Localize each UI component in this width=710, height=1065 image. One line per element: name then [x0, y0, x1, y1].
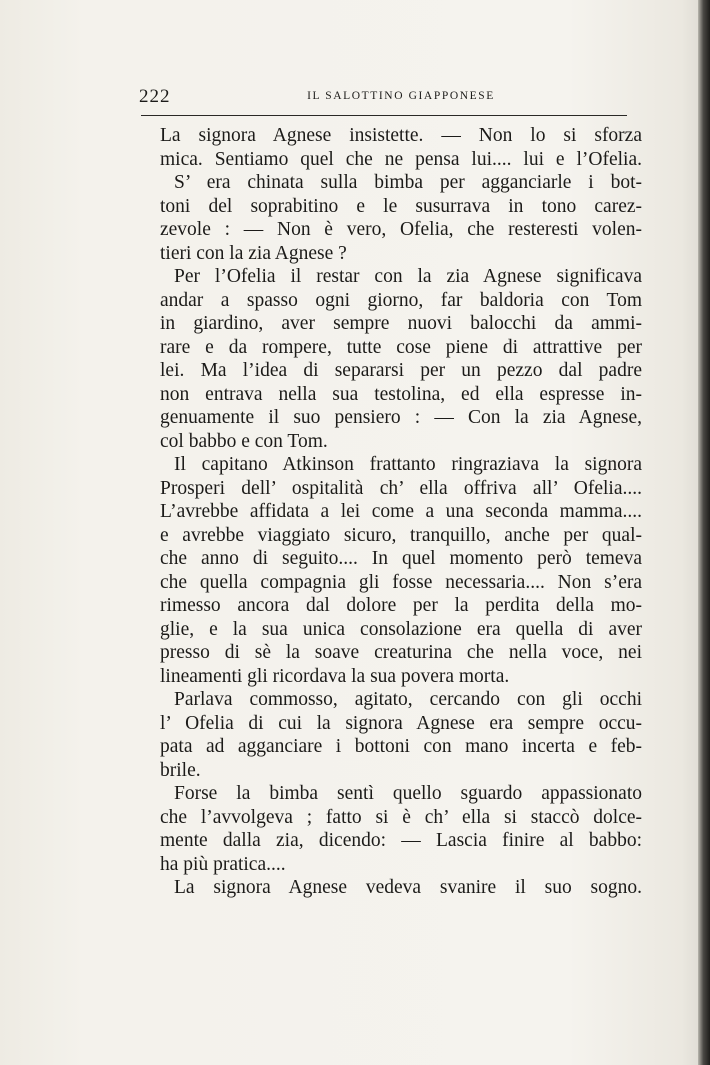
text-line: rare e da rompere, tutte cose piene di attrattive per: [160, 336, 642, 358]
running-title: IL SALOTTINO GIAPPONESE: [307, 90, 495, 102]
text-line: L’avrebbe affidata a lei come a una seconda mamma....: [160, 501, 642, 522]
text-line: che l’avvolgeva ; fatto si è ch’ ella si staccò dolce-: [160, 806, 642, 828]
text-line: toni del soprabitino e le susurrava in tono carez-: [160, 195, 642, 217]
running-header: [136, 86, 626, 108]
header-rule: [141, 115, 627, 116]
text-line: Parlava commosso, agitato, cercando con gli occhi: [174, 689, 642, 710]
text-line: genuamente il suo pensiero : — Con la zia Agnese,: [160, 407, 642, 428]
text-line: ha più pratica....: [160, 853, 286, 875]
text-line: rimesso ancora dal dolore per la perdita della mo-: [160, 595, 642, 616]
text-line: zevole : — Non è vero, Ofelia, che resteresti volen-: [160, 219, 642, 240]
book-spine-shadow: [698, 0, 710, 1065]
text-line: che anno di seguito.... In quel momento però temeva: [160, 548, 642, 569]
text-line: Per l’Ofelia il restar con la zia Agnese significava: [174, 266, 642, 287]
text-line: brile.: [160, 759, 201, 781]
text-line: lineamenti gli ricordava la sua povera morta.: [160, 665, 510, 687]
text-line: Forse la bimba sentì quello sguardo appassionato: [174, 783, 642, 804]
text-line: tieri con la zia Agnese ?: [160, 242, 347, 264]
text-line: andar a spasso ogni giorno, far baldoria con Tom: [160, 289, 642, 311]
text-line: e avrebbe viaggiato sicuro, tranquillo, anche per qual-: [160, 524, 642, 546]
text-line: mica. Sentiamo quel che ne pensa lui.... lui e l’Ofelia.: [160, 148, 642, 170]
text-line: Prosperi dell’ ospitalità ch’ ella offriva all’ Ofelia....: [160, 477, 642, 499]
text-line: presso di sè la soave creaturina che nella voce, nei: [160, 642, 642, 663]
text-line: mente dalla zia, dicendo: — Lascia finire al babbo:: [160, 830, 642, 851]
text-line: in giardino, aver sempre nuovi balocchi da ammi-: [160, 313, 642, 334]
text-line: che quella compagnia gli fosse necessaria.... Non s’era: [160, 571, 642, 593]
text-line: lei. Ma l’idea di separarsi per un pezzo dal padre: [160, 360, 642, 381]
text-line: S’ era chinata sulla bimba per agganciarle i bot-: [174, 172, 642, 193]
text-line: Il capitano Atkinson frattanto ringraziava la signora: [174, 454, 642, 475]
text-line: l’ Ofelia di cui la signora Agnese era sempre occu-: [160, 712, 642, 734]
page-number: 222: [139, 86, 171, 107]
text-line: non entrava nella sua testolina, ed ella espresse in-: [160, 383, 642, 405]
text-line: pata ad agganciare i bottoni con mano incerta e feb-: [160, 736, 642, 757]
text-line: glie, e la sua unica consolazione era quella di aver: [160, 618, 642, 640]
text-line: La signora Agnese vedeva svanire il suo sogno.: [174, 877, 642, 898]
text-line: La signora Agnese insistette. — Non lo si sforza: [160, 125, 642, 146]
text-line: col babbo e con Tom.: [160, 430, 328, 452]
body-text: [160, 124, 642, 900]
